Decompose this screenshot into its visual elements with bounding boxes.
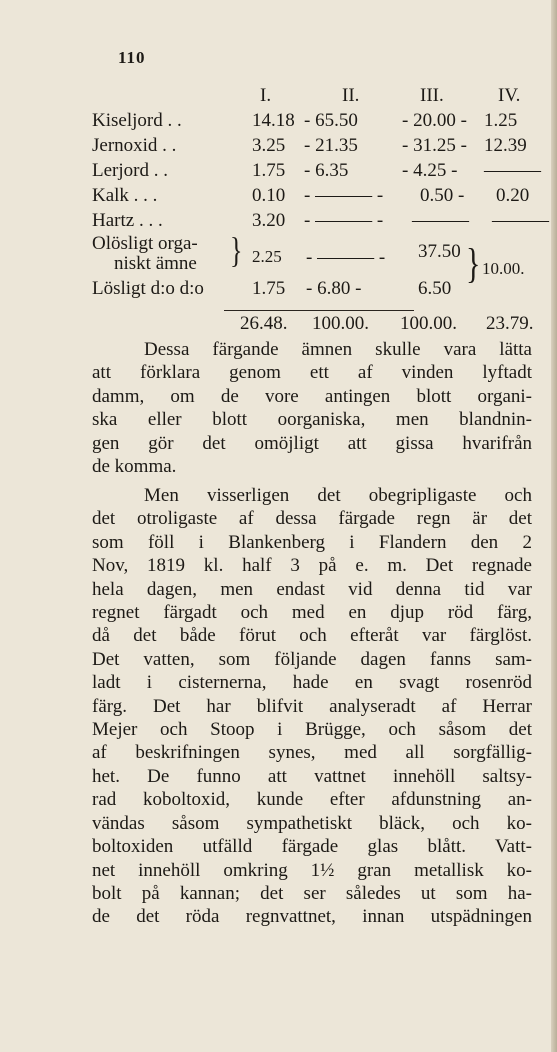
text-line: Dessa färgande ämnen skulle vara lätta xyxy=(144,339,532,360)
value-col-i: 1.75 xyxy=(252,160,286,181)
value-col-iv: ——— xyxy=(492,210,549,231)
value-col-iv: 1.25 xyxy=(484,110,518,131)
text-line: Mejer och Stoop i Brügge, och såsom det xyxy=(92,719,532,741)
total-col-iii: 100.00. xyxy=(400,313,457,334)
value-col-i: 3.20 xyxy=(252,210,286,231)
value-col-ii: - 6.35 xyxy=(304,160,349,181)
value-col-i: 3.25 xyxy=(252,135,286,156)
text-line: Det vatten, som följande dagen fanns sam- xyxy=(92,648,532,670)
brace-right: } xyxy=(466,241,481,288)
value-col-iii: 37.50 xyxy=(418,241,461,262)
text-line: de komma. xyxy=(92,456,177,478)
text-line: bolt på kannan; det ser således ut som ha- xyxy=(92,882,532,904)
text-line: rad koboltoxid, kunde efter afdunstning an- xyxy=(92,789,532,811)
value-col-ii: - 21.35 xyxy=(304,135,358,156)
column-header-iv: IV. xyxy=(498,85,521,106)
text-line: net innehöll omkring 1½ gran metallisk ko- xyxy=(92,859,532,881)
text-line: regnet färgadt och med en djup röd färg, xyxy=(92,602,532,624)
value-col-i: 2.25 xyxy=(252,247,282,266)
value-col-iii: - 31.25 - xyxy=(402,135,467,156)
page-edge xyxy=(551,0,557,1052)
row-label: Kiseljord . . xyxy=(92,110,182,131)
value-col-iv: 12.39 xyxy=(484,135,527,156)
value-col-i: 0.10 xyxy=(252,185,286,206)
text-line: ska eller blott oorganiska, men blandnin- xyxy=(92,409,532,431)
text-line: ladt i cisternerna, hade en svagt rosenröd xyxy=(92,672,532,694)
text-line: då det både förut och efteråt var färglöst. xyxy=(92,625,532,647)
column-header-ii: II. xyxy=(342,85,360,106)
total-col-iv: 23.79. xyxy=(486,313,534,334)
value-col-i: 14.18 xyxy=(252,110,295,131)
text-line: het. De funno att vattnet innehöll saltsy- xyxy=(92,765,532,787)
text-line: som föll i Blankenberg i Flandern den 2 xyxy=(92,531,532,553)
row-label: Lösligt d:o d:o xyxy=(92,278,204,299)
value-col-iii: ——— xyxy=(412,210,469,231)
value-col-iii: 6.50 xyxy=(418,278,452,299)
value-col-ii: - ——— - xyxy=(304,185,384,206)
value-col-i: 1.75 xyxy=(252,278,286,299)
text-line: färg. Det har blifvit analyseradt af Herrar xyxy=(92,695,532,717)
paragraph-2 xyxy=(92,484,532,929)
text-line: damm, om de vore antingen blott organi- xyxy=(92,385,532,407)
text-line: Men visserligen det obegripligaste och xyxy=(144,485,532,506)
value-col-iii: 0.50 - xyxy=(420,185,465,206)
text-line: att förklara genom ett af vinden lyftadt xyxy=(92,362,532,384)
text-line: af beskrifningen synes, med all sorgfällig- xyxy=(92,742,532,764)
total-col-i: 26.48. xyxy=(240,313,288,334)
value-col-iii: - 20.00 - xyxy=(402,110,467,131)
text-line: de det röda regnvattnet, innan utspädningen xyxy=(92,906,532,928)
column-header-i: I. xyxy=(260,85,272,106)
page-number: 110 xyxy=(118,48,146,67)
value-col-iv: 10.00. xyxy=(482,259,525,278)
value-col-ii: - ——— - xyxy=(306,247,386,268)
paragraph-1 xyxy=(92,338,532,478)
total-col-ii: 100.00. xyxy=(312,313,369,334)
row-label: Olösligt orga- xyxy=(92,233,198,254)
text-line: Nov, 1819 kl. half 3 på e. m. Det regnade xyxy=(92,555,532,577)
row-label: Lerjord . . xyxy=(92,160,168,181)
brace-left: } xyxy=(230,230,243,271)
column-header-iii: III. xyxy=(420,85,444,106)
value-col-ii: - ——— - xyxy=(304,210,384,231)
value-col-ii: - 6.80 - xyxy=(306,278,362,299)
value-col-iv: 0.20 xyxy=(496,185,530,206)
row-label: Hartz . . . xyxy=(92,210,163,231)
text-line: det otroligaste af dessa färgade regn är det xyxy=(92,508,532,530)
text-line: boltoxiden utfälld färgade glas blått. Vatt- xyxy=(92,836,532,858)
row-label: niskt ämne xyxy=(114,253,197,274)
value-col-ii: - 65.50 xyxy=(304,110,358,131)
sum-rule xyxy=(224,310,414,311)
text-line: gen gör det omöjligt att gissa hvarifrån xyxy=(92,432,532,454)
value-col-iii: - 4.25 - xyxy=(402,160,458,181)
text-line: hela dagen, men endast vid denna tid var xyxy=(92,578,532,600)
row-label: Jernoxid . . xyxy=(92,135,177,156)
value-col-iv: ——— xyxy=(484,160,541,181)
text-line: vändas såsom sympathetiskt bläck, och ko- xyxy=(92,812,532,834)
row-label: Kalk . . . xyxy=(92,185,158,206)
